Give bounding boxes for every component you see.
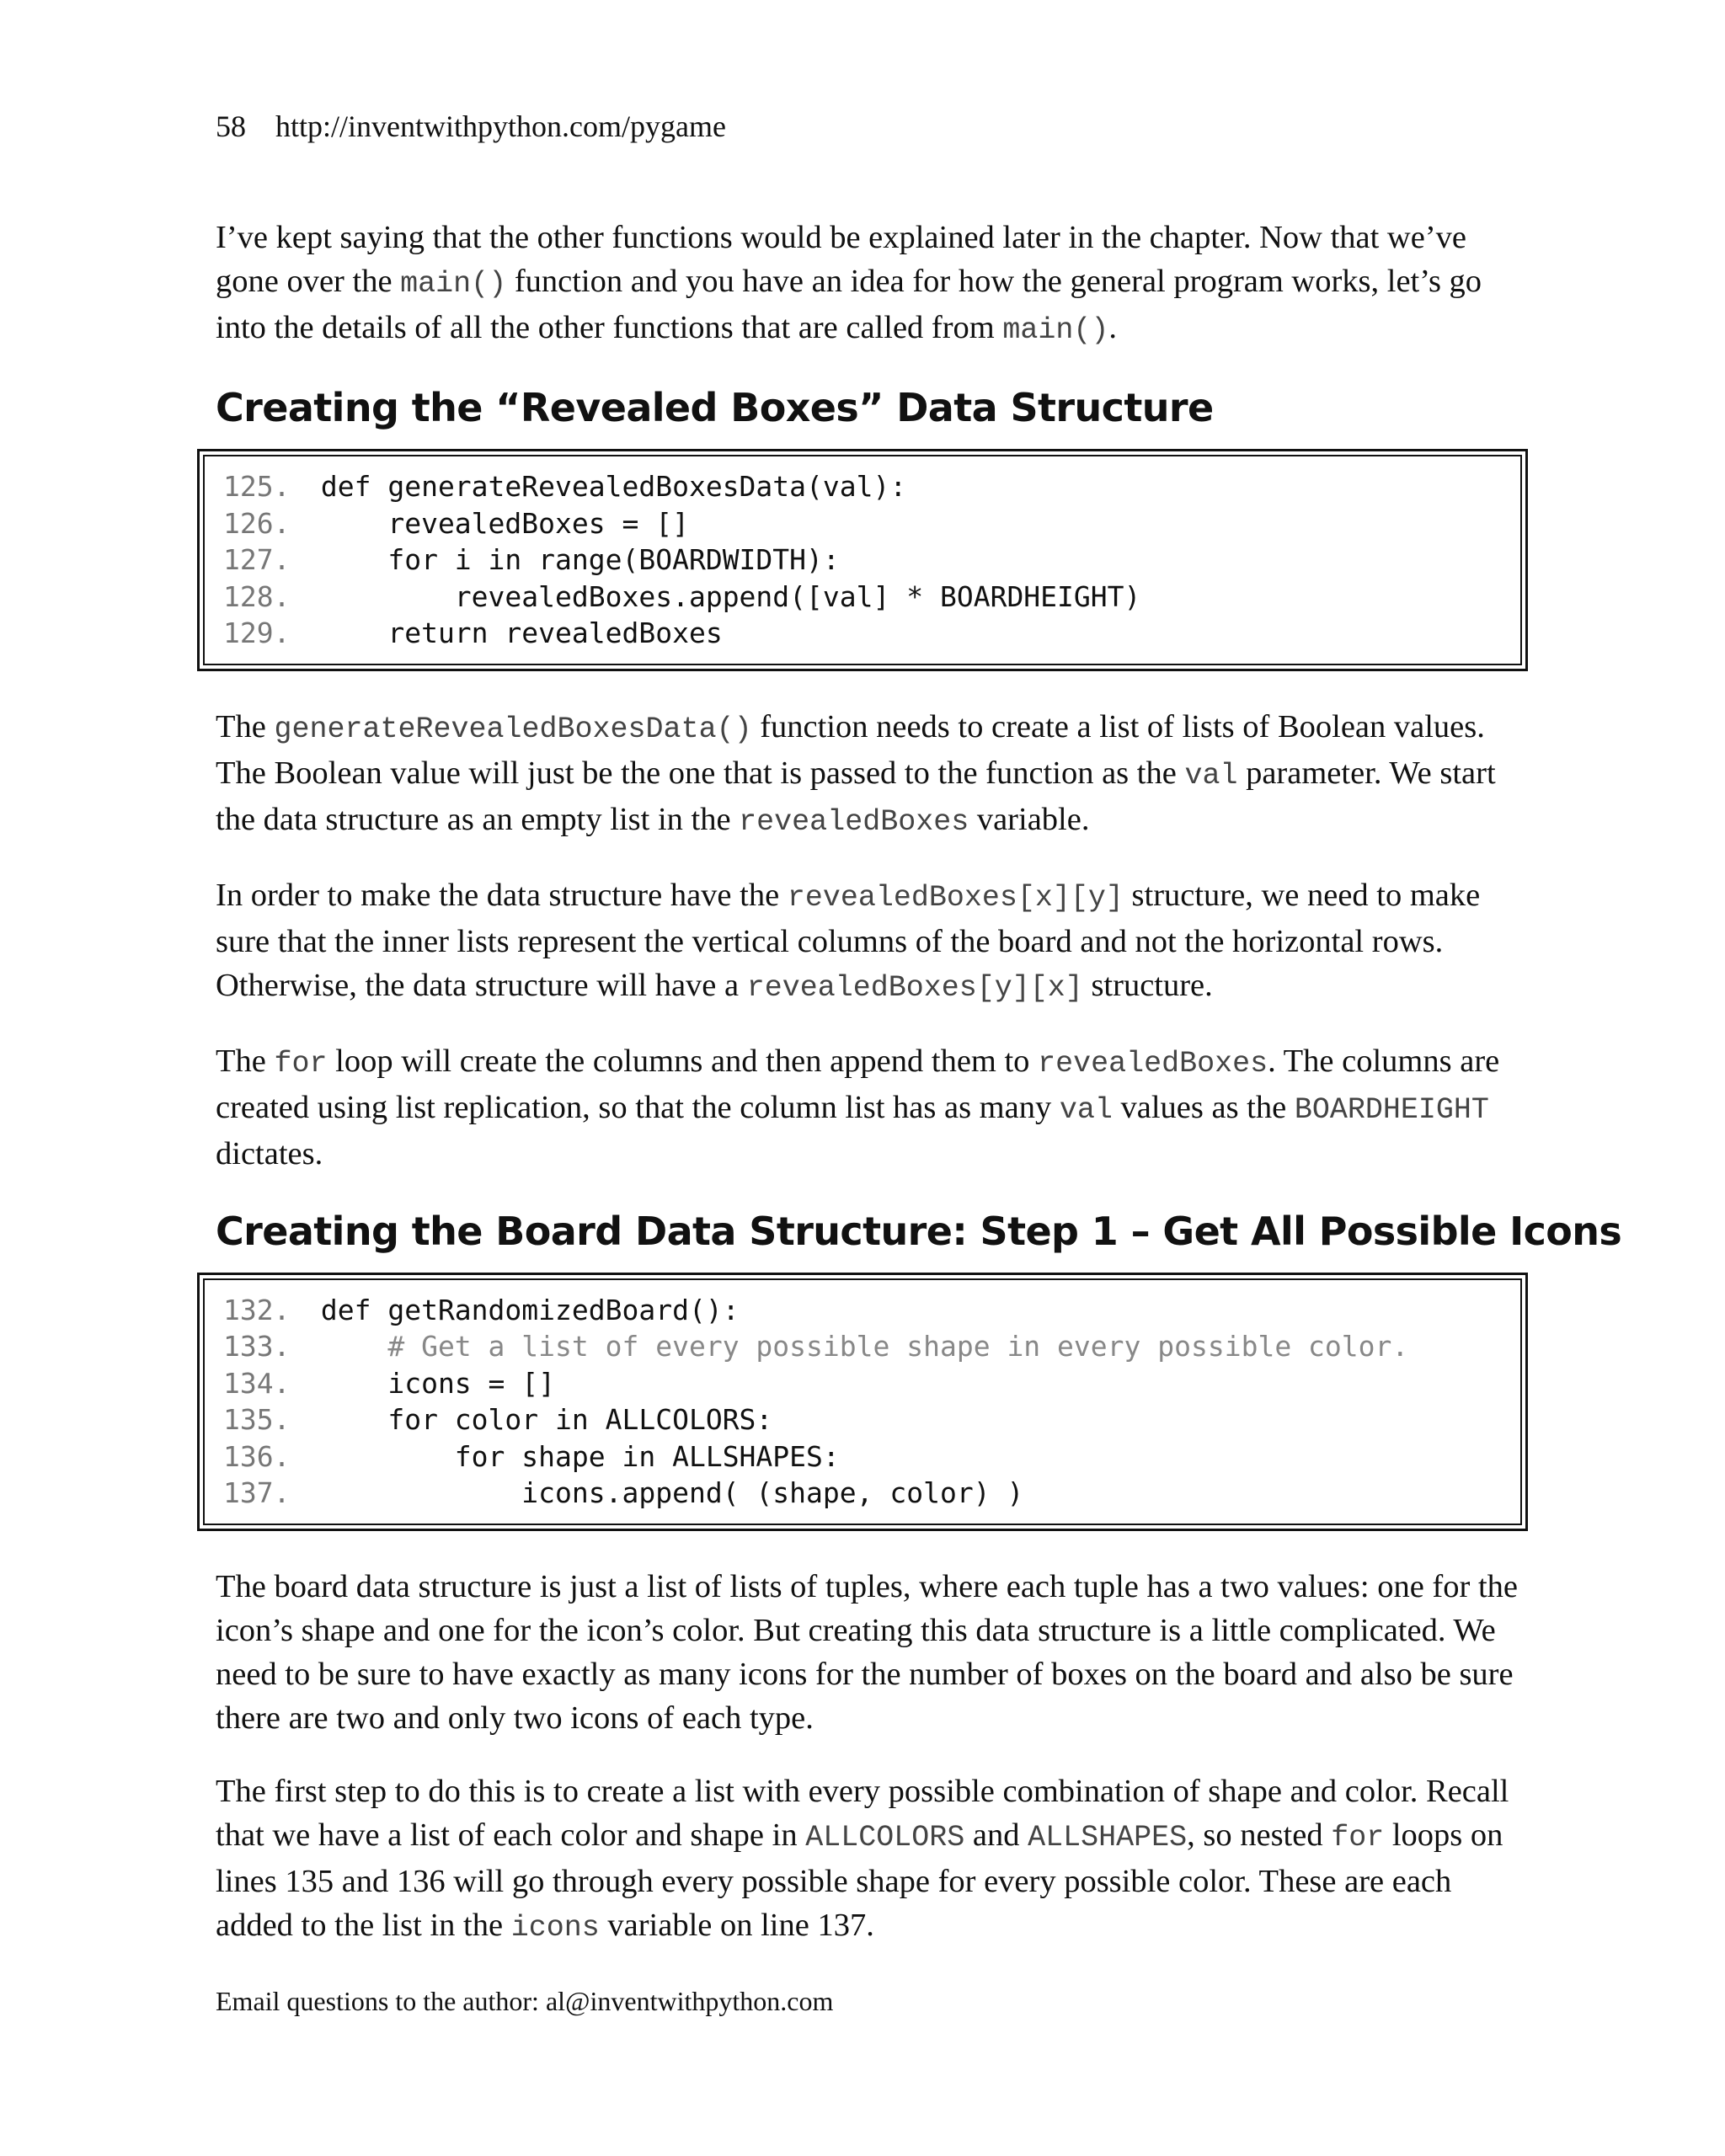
code-text: def generateRevealedBoxesData(val):: [304, 470, 907, 503]
inline-code: revealedBoxes: [739, 804, 969, 839]
code-text: revealedBoxes.append([val] * BOARDHEIGHT): [304, 579, 1141, 613]
text-run: structure.: [1082, 967, 1213, 1003]
page-number: 58: [216, 109, 246, 143]
inline-code: main(): [1002, 313, 1109, 347]
inline-code: revealedBoxes[x][y]: [787, 880, 1124, 915]
line-number: 133.: [223, 1330, 291, 1363]
paragraph-structure-xy: [216, 873, 1530, 1010]
text-run: values as the: [1112, 1089, 1295, 1125]
inline-code: revealedBoxes: [1038, 1046, 1268, 1081]
code-text: for i in range(BOARDWIDTH):: [304, 543, 840, 576]
line-number: 135.: [223, 1403, 291, 1436]
line-number: 126.: [223, 506, 291, 540]
text-run: and: [964, 1817, 1028, 1853]
intro-paragraph: [216, 216, 1530, 352]
inline-code: generateRevealedBoxesData(): [274, 712, 752, 746]
line-number: 128.: [223, 579, 291, 613]
code-text: for shape in ALLSHAPES:: [304, 1439, 840, 1473]
text-run: variable on line 137.: [599, 1907, 874, 1943]
line-number: 136.: [223, 1439, 291, 1473]
text-run: loops on lines 135 and 136 will go through every possible shape for every possible color. These are each added to the list in the: [216, 1817, 1512, 1943]
text-run: The board data structure is just a list of lists of tuples, where each tuple has a two values: one for the icon’s shape and one for the icon’s color. But creating this data structure is a little complicated. We need to be sure to have exactly as many icons for the number of boxes on the board and also be sure there are two and only two icons of each type.: [216, 1568, 1526, 1736]
code-text: revealedBoxes = []: [304, 506, 689, 540]
line-number: 127.: [223, 543, 291, 576]
line-number: 137.: [223, 1476, 291, 1509]
code-line: [223, 1328, 1503, 1365]
line-number: 134.: [223, 1366, 291, 1400]
paragraph-first-step: [216, 1769, 1530, 1950]
code-text: icons.append( (shape, color) ): [304, 1476, 1024, 1509]
text-run: parameter. We start the data structure as an empty list in the: [216, 755, 1504, 837]
code-text: for color in ALLCOLORS:: [304, 1403, 773, 1436]
page-footer: Email questions to the author: al@inventwithpython.com: [216, 1986, 834, 2016]
code-line: [223, 1475, 1503, 1512]
code-text: def getRandomizedBoard():: [304, 1293, 740, 1326]
text-run: function and you have an idea for how the general program works, let’s go into the details of all the other functions that are called from: [216, 264, 1490, 345]
inline-code: val: [1184, 758, 1238, 792]
code-line: [223, 505, 1503, 542]
code-line: [223, 579, 1503, 616]
text-run: In order to make the data structure have the: [216, 877, 788, 913]
inline-code: for: [274, 1046, 328, 1081]
code-listing-randomized-board: [197, 1273, 1528, 1531]
paragraph-board-structure: [216, 1565, 1530, 1740]
code-line: [223, 468, 1503, 505]
text-run: The first step to do this is to create a list with every possible combination of shape and color. Recall that we have a list of each color and shape in: [216, 1773, 1517, 1853]
text-run: I’ve kept saying that the other functions would be explained later in the chapter. Now that we’ve gone over the: [216, 220, 1475, 299]
section-heading-revealed-boxes: Creating the “Revealed Boxes” Data Structure: [216, 385, 1214, 430]
paragraph-generate-revealed: [216, 705, 1530, 844]
inline-code: main(): [400, 267, 507, 301]
text-run: structure, we need to make sure that the inner lists represent the vertical columns of the board and not the horizontal rows. Otherwise, the data structure will have a: [216, 877, 1488, 1003]
text-run: , so nested: [1187, 1817, 1332, 1853]
inline-code: icons: [510, 1910, 600, 1945]
inline-code: ALLCOLORS: [805, 1820, 965, 1854]
text-run: variable.: [969, 801, 1090, 837]
page-header: [216, 108, 726, 145]
text-run: . The columns are created using list replication, so that the column list has as many: [216, 1043, 1508, 1125]
text-run: The: [216, 1043, 275, 1079]
code-text: icons = []: [304, 1366, 556, 1400]
text-run: The: [216, 708, 275, 744]
code-text: return revealedBoxes: [304, 616, 723, 649]
code-line: [223, 1438, 1503, 1476]
code-line: [223, 615, 1503, 652]
inline-code: ALLSHAPES: [1028, 1820, 1188, 1854]
inline-code: val: [1059, 1092, 1113, 1127]
line-number: 132.: [223, 1293, 291, 1326]
text-run: loop will create the columns and then append them to: [327, 1043, 1039, 1079]
page-content: [216, 216, 1622, 1979]
code-line: [223, 1292, 1503, 1329]
inline-code: BOARDHEIGHT: [1294, 1092, 1489, 1127]
line-number: 129.: [223, 616, 291, 649]
code-comment: # Get a list of every possible shape in every possible color.: [304, 1330, 1409, 1363]
code-listing-revealed-boxes: [197, 449, 1528, 671]
inline-code: for: [1331, 1820, 1385, 1854]
text-run: function needs to create a list of lists of Boolean values. The Boolean value will just be the one that is passed to the function as the: [216, 708, 1493, 791]
code-line: [223, 1365, 1503, 1402]
section-heading-board-step1: Creating the Board Data Structure: Step 1 – Get All Possible Icons: [216, 1208, 1622, 1254]
paragraph-for-loop: [216, 1039, 1530, 1176]
code-line: [223, 542, 1503, 579]
line-number: 125.: [223, 470, 291, 503]
text-run: dictates.: [216, 1089, 1498, 1171]
code-line: [223, 1401, 1503, 1438]
inline-code: revealedBoxes[y][x]: [746, 970, 1083, 1005]
text-run: .: [1108, 310, 1118, 345]
header-url[interactable]: http://inventwithpython.com/pygame: [275, 109, 726, 143]
